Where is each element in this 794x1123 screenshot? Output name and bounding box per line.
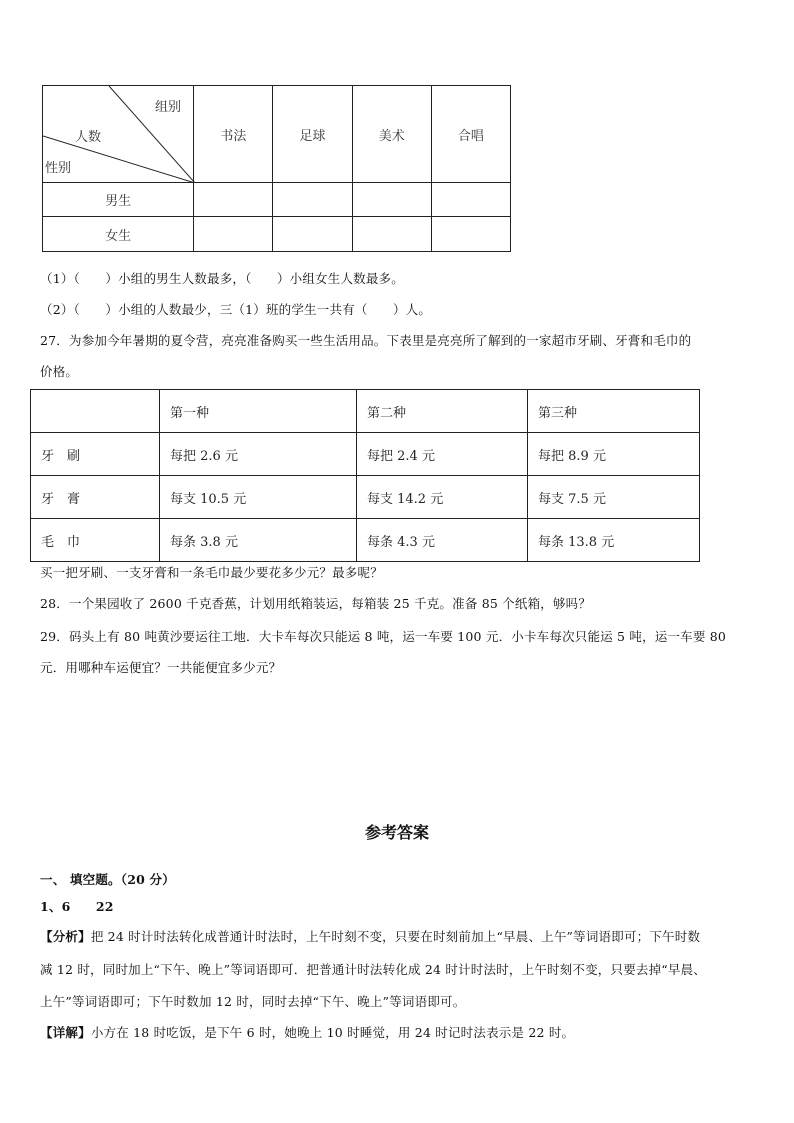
analysis-label: 【分析】 — [40, 929, 91, 944]
row-label: 牙 刷 — [31, 433, 160, 476]
detail-line — [40, 1025, 574, 1041]
diagonal-header-cell — [43, 86, 194, 183]
analysis-line2: 减 12 时，同时加上“下午、晚上”等词语即可．把普通计时法转化成 24 时计时法时，上午时刻不变，只要去掉“早晨、 — [40, 962, 706, 977]
table-row — [43, 217, 511, 252]
col-header: 第二种 — [357, 390, 528, 433]
price-table — [30, 389, 700, 562]
col-header: 合唱 — [431, 86, 510, 183]
answer-1: 1、6 22 — [40, 899, 114, 914]
price-cell: 每条 13.8 元 — [528, 519, 700, 562]
analysis-line3: 上午”等词语即可；下午时数加 12 时，同时去掉“下午、晚上”等词语即可。 — [40, 994, 466, 1009]
price-cell: 每条 4.3 元 — [357, 519, 528, 562]
corner-cell — [31, 390, 160, 433]
col-header: 美术 — [352, 86, 431, 183]
q26-sub1: （1）（ ）小组的男生人数最多，（ ）小组女生人数最多。 — [40, 271, 404, 286]
analysis-text: 把 24 时计时法转化成普通计时法时，上午时刻不变，只要在时刻前加上“早晨、上午”等词语即可；下午时数 — [90, 929, 701, 944]
q28-text: 28．一个果园收了 2600 千克香蕉，计划用纸箱装运，每箱装 25 千克。准备 85 个纸箱，够吗？ — [40, 596, 592, 611]
price-cell: 每支 10.5 元 — [160, 476, 357, 519]
blank-cell — [194, 217, 273, 252]
detail-label: 【详解】 — [40, 1025, 91, 1040]
blank-cell — [273, 217, 352, 252]
blank-cell — [431, 217, 510, 252]
header-group: 组别 — [155, 100, 182, 115]
blank-cell — [273, 183, 352, 217]
row-label: 牙 膏 — [31, 476, 160, 519]
header-gender: 性别 — [45, 161, 72, 176]
blank-cell — [431, 183, 510, 217]
col-header: 足球 — [273, 86, 352, 183]
q29-line2: 元．用哪种车运便宜？一共能便宜多少元？ — [40, 660, 282, 675]
col-header: 书法 — [194, 86, 273, 183]
table-row — [43, 183, 511, 217]
blank-cell — [352, 183, 431, 217]
q29-line1: 29．码头上有 80 吨黄沙要运往工地．大卡车每次只能运 8 吨，运一车要 100 元．小卡车每次只能运 5 吨，运一车要 80 — [40, 629, 727, 644]
row-label: 男生 — [43, 183, 194, 217]
price-cell: 每支 14.2 元 — [357, 476, 528, 519]
q27-line2: 价格。 — [40, 364, 79, 379]
q27-question: 买一把牙刷、一支牙膏和一条毛巾最少要花多少元？最多呢？ — [40, 565, 383, 580]
group-table — [42, 85, 511, 252]
detail-text: 小方在 18 时吃饭，是下午 6 时，她晚上 10 时睡觉，用 24 时记时法表示是 22 时。 — [90, 1025, 575, 1040]
q27-line1: 27．为参加今年暑期的夏令营，亮亮准备购买一些生活用品。下表里是亮亮所了解到的一家超市牙刷、牙膏和毛巾的 — [40, 333, 692, 348]
row-label: 毛 巾 — [31, 519, 160, 562]
blank-cell — [194, 183, 273, 217]
answers-title: 参考答案 — [364, 823, 429, 842]
price-cell: 每把 2.6 元 — [160, 433, 357, 476]
q26-sub2: （2）（ ）小组的人数最少，三（1）班的学生一共有（ ）人。 — [40, 302, 432, 317]
col-header: 第一种 — [160, 390, 357, 433]
price-cell: 每把 2.4 元 — [357, 433, 528, 476]
table-row — [31, 519, 700, 562]
price-cell: 每把 8.9 元 — [528, 433, 700, 476]
analysis-line1 — [40, 929, 700, 945]
table-row — [31, 476, 700, 519]
answers-section: 一、 填空题。（20 分） — [40, 872, 175, 887]
blank-cell — [352, 217, 431, 252]
table-row — [31, 433, 700, 476]
header-count: 人数 — [75, 130, 102, 145]
col-header: 第三种 — [528, 390, 700, 433]
price-cell: 每条 3.8 元 — [160, 519, 357, 562]
price-cell: 每支 7.5 元 — [528, 476, 700, 519]
row-label: 女生 — [43, 217, 194, 252]
